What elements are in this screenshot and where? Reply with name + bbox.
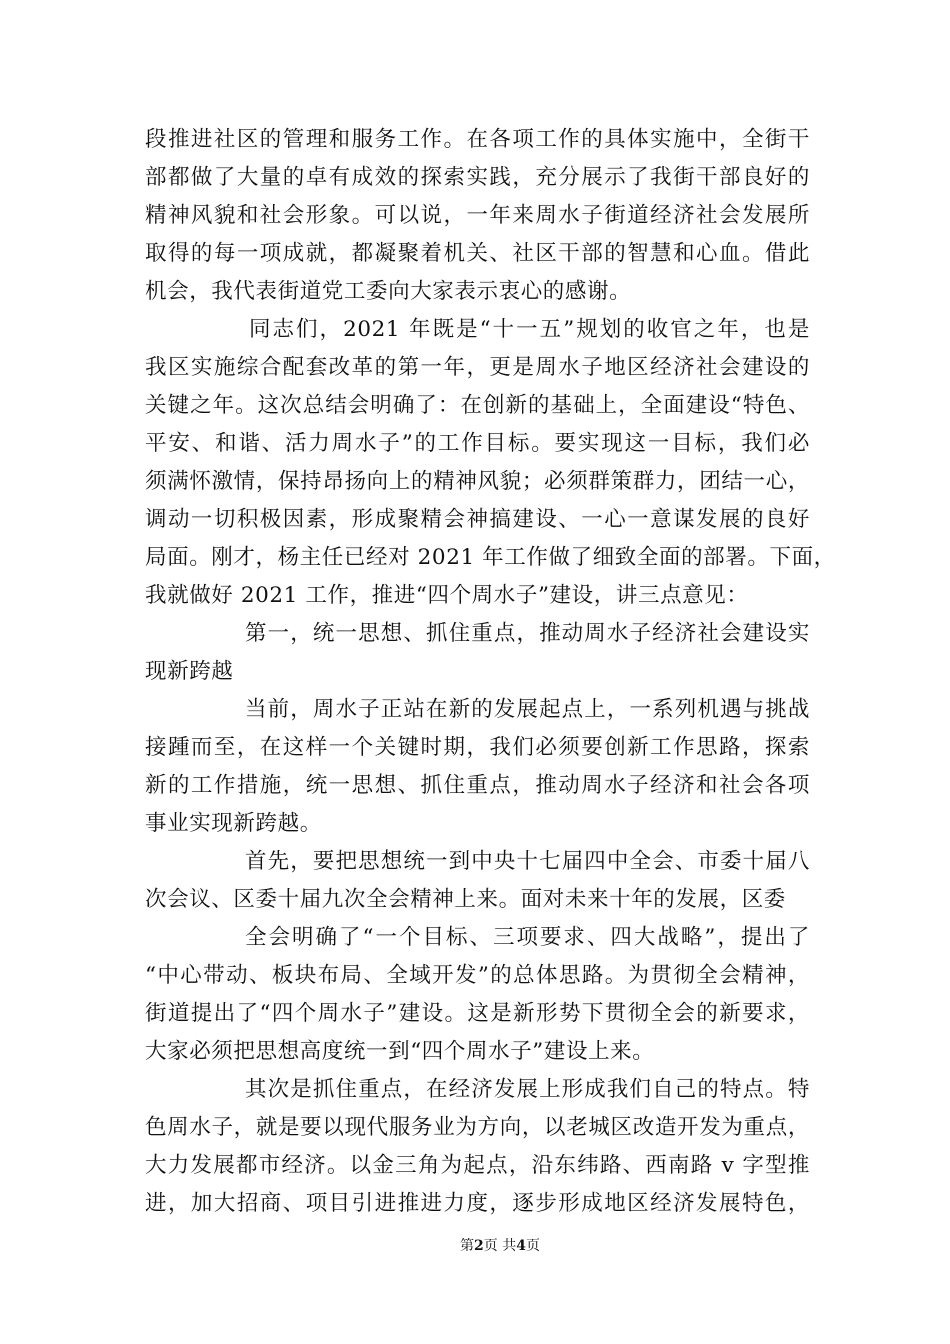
text-line: “中心带动、板块布局、全域开发”的总体思路。为贯彻全会精神，: [145, 963, 810, 988]
text-line: 色周水子，就是要以现代服务业为方向，以老城区改造开发为重点，: [145, 1115, 810, 1140]
text-line: 进，加大招商、项目引进推进力度，逐步形成地区经济发展特色，: [145, 1191, 810, 1216]
text-line: 大家必须把思想高度统一到“四个周水子”建设上来。: [145, 1039, 655, 1064]
section-heading-line: 第一，统一思想、抓住重点，推动周水子经济社会建设实: [245, 621, 810, 646]
section-heading-line: 现新跨越: [145, 659, 234, 684]
text-line: 调动一切积极因素，形成聚精会神搞建设、一心一意谋发展的良好: [145, 507, 810, 532]
text-line: 平安、和谐、活力周水子”的工作目标。要实现这一目标，我们必: [145, 431, 810, 456]
text-line: 接踵而至，在这样一个关键时期，我们必须要创新工作思路，探索: [145, 735, 810, 760]
text-line: 街道提出了“四个周水子”建设。这是新形势下贯彻全会的新要求，: [145, 1001, 810, 1026]
text-line: 首先，要把思想统一到中央十七届四中全会、市委十届八: [245, 849, 810, 874]
text-line: 我就做好 2021 工作，推进“四个周水子”建设，讲三点意见：: [145, 583, 749, 608]
text-line: 部都做了大量的卓有成效的探索实践，充分展示了我街干部良好的: [145, 165, 810, 190]
text-line: 新的工作措施，统一思想、抓住重点，推动周水子经济和社会各项: [145, 773, 810, 798]
text-line: 我区实施综合配套改革的第一年，更是周水子地区经济社会建设的: [145, 355, 810, 380]
text-line: 次会议、区委十届九次全会精神上来。面对未来十年的发展，区委: [145, 887, 786, 912]
page-footer: [0, 1236, 950, 1256]
text-line: 其次是抓住重点，在经济发展上形成我们自己的特点。特: [245, 1077, 810, 1102]
text-line: 机会，我代表街道党工委向大家表示衷心的感谢。: [145, 279, 632, 304]
text-line: 全会明确了“一个目标、三项要求、四大战略”，提出了: [245, 925, 810, 950]
text-line: 大力发展都市经济。以金三角为起点，沿东纬路、西南路 v 字型推: [145, 1153, 810, 1178]
footer-suffix: 页: [525, 1238, 540, 1254]
text-line: 取得的每一项成就，都凝聚着机关、社区干部的智慧和心血。借此: [145, 241, 810, 266]
footer-prefix: 第: [460, 1238, 475, 1254]
text-line: 段推进社区的管理和服务工作。在各项工作的具体实施中，全街干: [145, 127, 810, 152]
text-line: 局面。刚才，杨主任已经对 2021 年工作做了细致全面的部署。下面，: [145, 545, 836, 570]
total-pages-number: 4: [516, 1238, 526, 1254]
text-line: 事业实现新跨越。: [145, 811, 322, 836]
text-line: 须满怀激情，保持昂扬向上的精神风貌；必须群策群力，团结一心，: [145, 469, 810, 494]
document-body: [145, 121, 836, 1223]
footer-middle: 页 共: [483, 1238, 517, 1254]
text-line: 同志们，2021 年既是“十一五”规划的收官之年，也是: [249, 317, 810, 342]
text-line: 当前，周水子正站在新的发展起点上，一系列机遇与挑战: [245, 697, 810, 722]
current-page-number: 2: [474, 1238, 484, 1254]
text-line: 精神风貌和社会形象。可以说，一年来周水子街道经济社会发展所: [145, 203, 810, 228]
text-line: 关键之年。这次总结会明确了：在创新的基础上，全面建设“特色、: [145, 393, 810, 418]
